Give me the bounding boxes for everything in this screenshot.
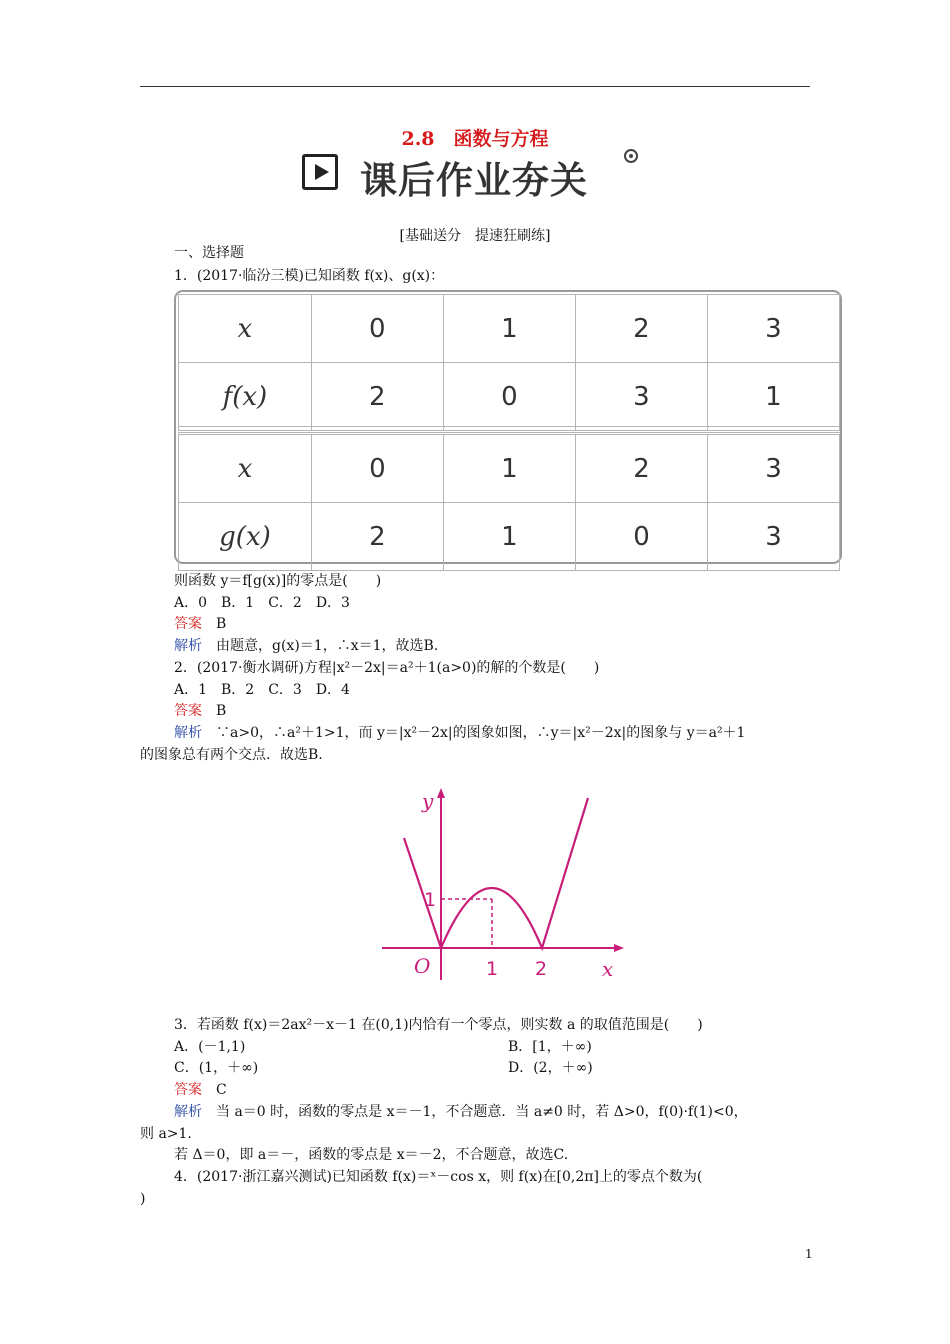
analysis-label: 解析	[174, 725, 202, 741]
analysis-text: ∵a>0，∴a²＋1>1，而 y＝|x²－2x|的图象如图，∴y＝|x²－2x|的图象与 y＝a²＋1	[216, 725, 746, 741]
q3-option-d: D．(2，＋∞)	[508, 1060, 593, 1076]
table-cell: f(x)	[179, 363, 312, 431]
table-row	[179, 503, 840, 571]
table-cell: 2	[575, 435, 707, 503]
analysis-text: 当 a＝0 时，函数的零点是 x＝－1，不合题意．当 a≠0 时，若 Δ>0，f(0)·f(1)<0，	[216, 1104, 748, 1120]
subtitle: [基础送分 提速狂刷练]	[399, 228, 551, 244]
table-cell: g(x)	[179, 503, 312, 571]
table-cell: 3	[707, 295, 839, 363]
table-cell: x	[179, 435, 312, 503]
table-cell: 1	[443, 435, 575, 503]
analysis-label: 解析	[174, 638, 202, 654]
table-cell: 1	[443, 503, 575, 571]
q3-option-b: B．[1，＋∞)	[508, 1039, 592, 1055]
analysis-text-cont: 则 a>1.	[140, 1126, 192, 1142]
page-number: 1	[805, 1247, 813, 1261]
answer-label: 答案	[174, 616, 202, 632]
table-g	[178, 434, 840, 571]
x-tick-label: 1	[486, 958, 499, 980]
table-cell: 0	[575, 503, 707, 571]
abs-function-graph	[352, 768, 632, 993]
homework-banner	[302, 150, 652, 202]
table-cell: 2	[311, 503, 443, 571]
play-icon	[302, 154, 338, 190]
origin-label: O	[414, 954, 431, 978]
table-divider	[178, 426, 840, 433]
q2-options: A．1 B．2 C．3 D．4	[174, 682, 350, 698]
table-row	[179, 295, 840, 363]
q1-options: A．0 B．1 C．2 D．3	[174, 595, 350, 611]
answer-value: B	[216, 616, 227, 632]
table-cell: 3	[707, 435, 839, 503]
curve	[404, 798, 588, 948]
banner-text: 课后作业夯关	[360, 159, 588, 202]
q2-stem: 2．(2017·衡水调研)方程|x²－2x|＝a²＋1(a>0)的解的个数是( )	[174, 660, 600, 676]
table-cell: 1	[707, 363, 839, 431]
header-rule	[140, 86, 810, 87]
analysis-text: 由题意，g(x)＝1，∴x＝1，故选B.	[216, 638, 439, 654]
q1-stem: 1．(2017·临汾三模)已知函数 f(x)、g(x)：	[174, 268, 445, 284]
table-cell: 3	[707, 503, 839, 571]
y-axis-label: y	[422, 789, 434, 813]
table-cell: 2	[311, 363, 443, 431]
table-cell: 0	[443, 363, 575, 431]
table-cell: 0	[311, 435, 443, 503]
analysis-label: 解析	[174, 1104, 202, 1120]
table-row	[179, 435, 840, 503]
x-axis-arrow	[614, 944, 624, 952]
y-tick-label: 1	[424, 889, 437, 911]
answer-value: C	[216, 1082, 227, 1098]
table-cell: 2	[575, 295, 707, 363]
y-axis-arrow	[437, 788, 445, 798]
section-heading: 一、选择题	[174, 245, 244, 261]
table-cell: 0	[311, 295, 443, 363]
q1-question: 则函数 y＝f[g(x)]的零点是( )	[174, 573, 382, 589]
value-table	[174, 290, 842, 564]
table-f	[178, 294, 840, 431]
q3-stem: 3．若函数 f(x)＝2ax²－x－1 在(0,1)内恰有一个零点，则实数 a 的取值范围是( )	[174, 1017, 703, 1033]
q3-option-a: A．(－1,1)	[174, 1039, 246, 1055]
target-icon	[624, 149, 638, 163]
analysis-text-cont: 的图象总有两个交点．故选B.	[140, 747, 323, 763]
answer-value: B	[216, 703, 227, 719]
q4-stem-cont: )	[140, 1191, 146, 1207]
answer-label: 答案	[174, 1082, 202, 1098]
x-tick-label: 2	[535, 958, 548, 980]
table-cell: 3	[575, 363, 707, 431]
q4-stem: 4．(2017·浙江嘉兴测试)已知函数 f(x)＝ˣ－cos x，则 f(x)在[0,2π]上的零点个数为(	[174, 1169, 703, 1185]
analysis-text-cont: 若 Δ＝0，即 a＝－，函数的零点是 x＝－2，不合题意，故选C.	[174, 1147, 569, 1163]
table-cell: x	[179, 295, 312, 363]
answer-label: 答案	[174, 703, 202, 719]
x-axis-label: x	[602, 957, 614, 981]
q3-option-c: C．(1，＋∞)	[174, 1060, 259, 1076]
table-row	[179, 363, 840, 431]
table-cell: 1	[443, 295, 575, 363]
section-title: 2.8 函数与方程	[401, 128, 549, 150]
